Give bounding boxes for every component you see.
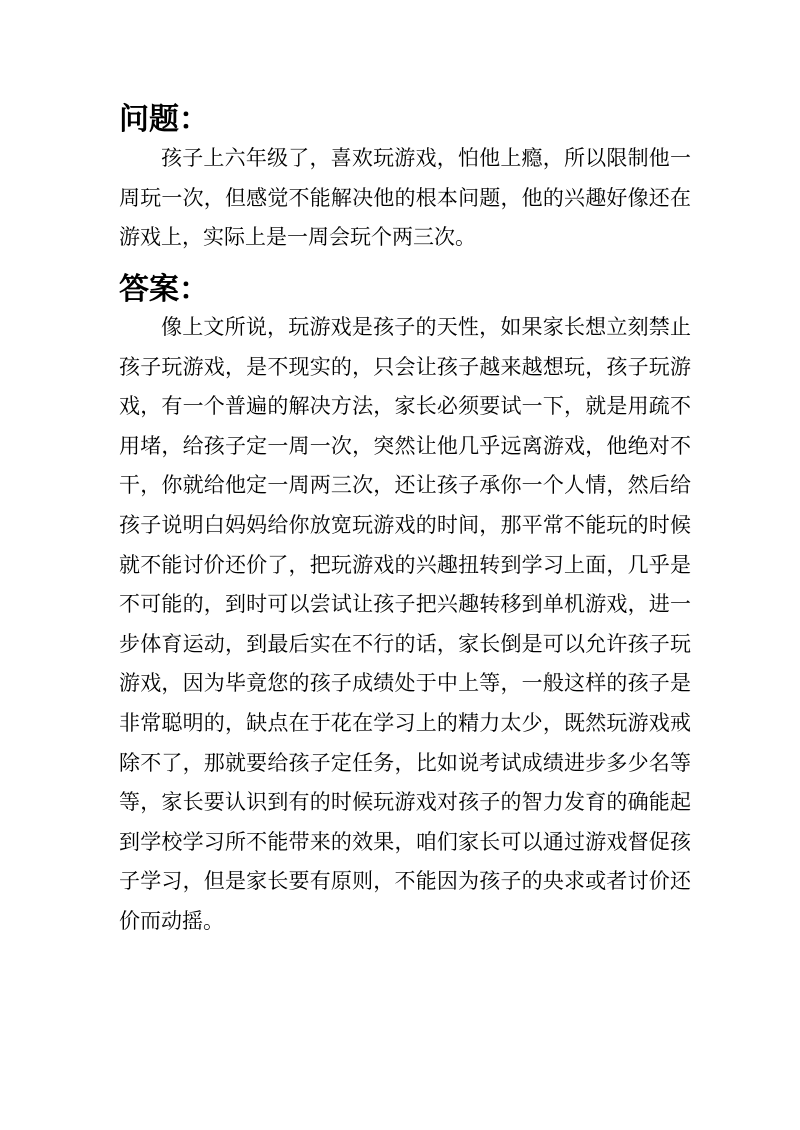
answer-heading: 答案： xyxy=(119,272,209,307)
question-paragraph: 孩子上六年级了，喜欢玩游戏，怕他上瘾，所以限制他一周玩一次，但感觉不能解决他的根本问题，他的兴趣好像还在游戏上，实际上是一周会玩个两三次。 xyxy=(119,146,691,250)
question-heading: 问题： xyxy=(119,102,209,137)
answer-paragraph: 像上文所说，玩游戏是孩子的天性，如果家长想立刻禁止孩子玩游戏，是不现实的，只会让孩子越来越想玩，孩子玩游戏，有一个普遍的解决方法，家长必须要试一下，就是用疏不用堵，给孩子定一周一次，突然让他几乎远离游戏，他绝对不干，你就给他定一周两三次，还让孩子承你一个人情，然后给孩子说明白妈妈给你放宽玩游戏的时间，那平常不能玩的时候就不能讨价还价了，把玩游戏的兴趣扭转到学习上面，几乎是不可能的，到时可以尝试让孩子把兴趣转移到单机游戏，进一步体育运动，到最后实在不行的话，家长倒是可以允许孩子玩游戏，因为毕竟您的孩子成绩处于中上等，一般这样的孩子是非常聪明的，缺点在于花在学习上的精力太少，既然玩游戏戒除不了，那就要给孩子定任务，比如说考试成绩进步多少名等等，家长要认识到有的时候玩游戏对孩子的智力发育的确能起到学校学习所不能带来的效果，咱们家长可以通过游戏督促孩子学习，但是家长要有原则，不能因为孩子的央求或者讨价还价而动摇。 xyxy=(119,315,691,933)
